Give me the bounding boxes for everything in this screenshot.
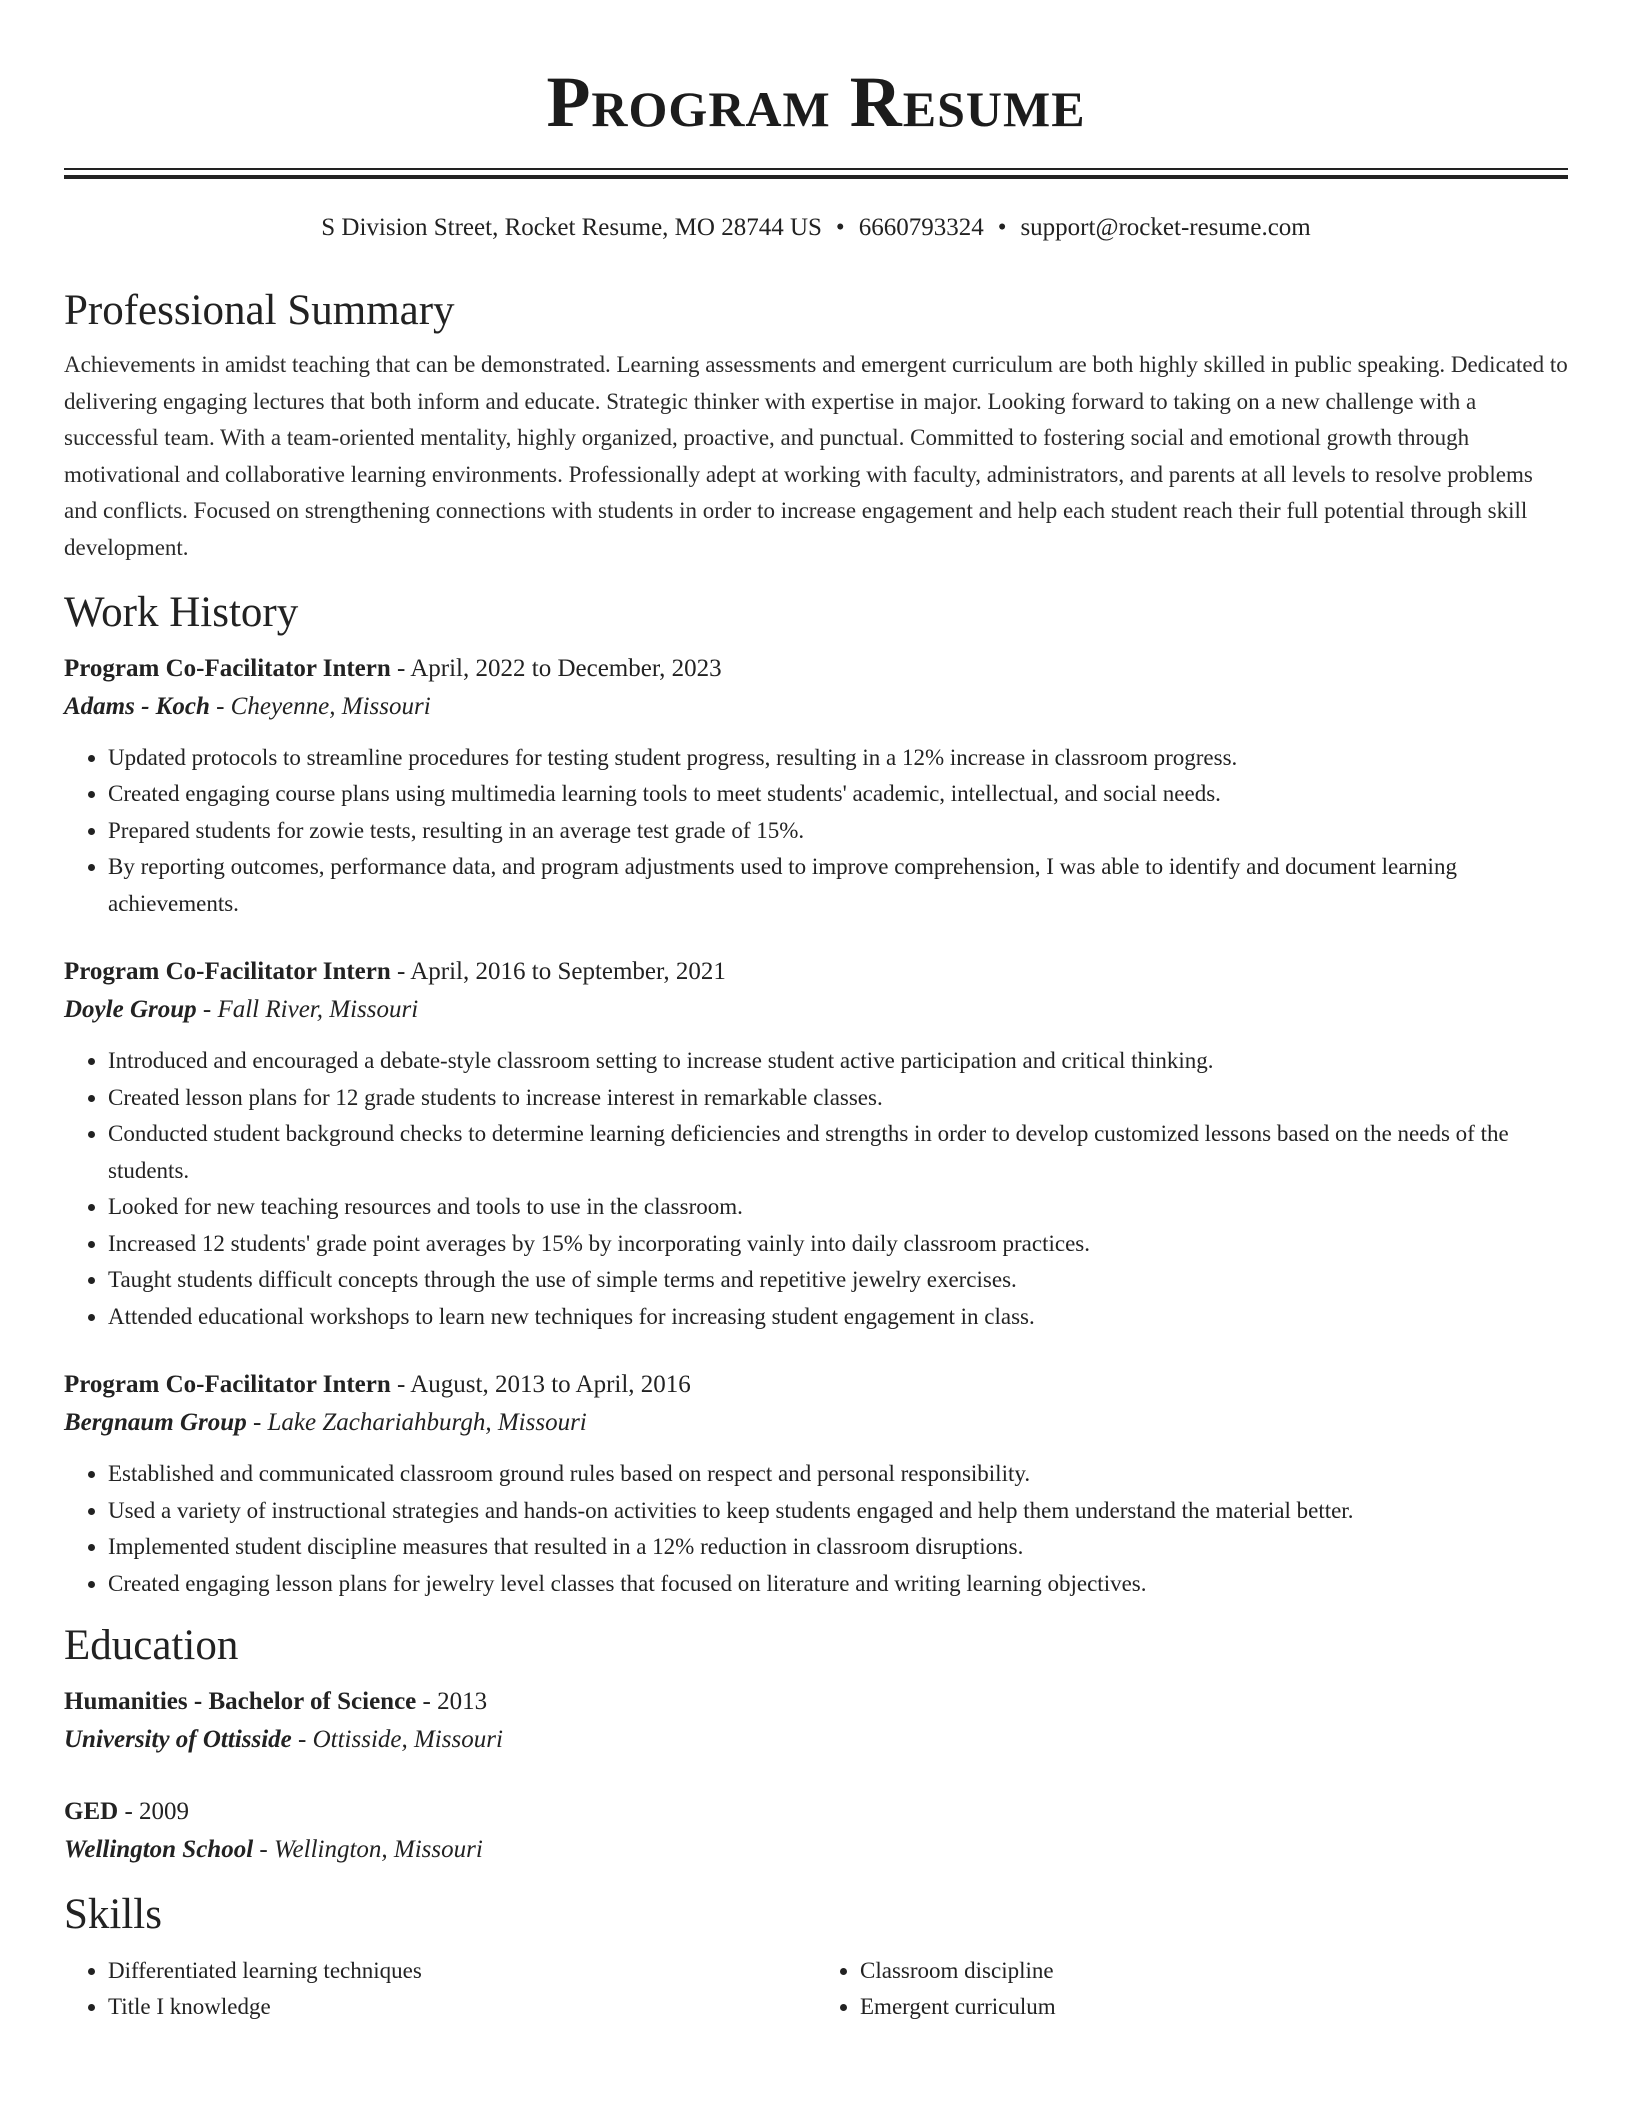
- degree: GED: [64, 1798, 119, 1826]
- job-entry: [64, 650, 1568, 923]
- skills-list: [816, 1953, 1568, 2026]
- list-item: • Used a variety of instructional strategies and hands-on activities to keep students engaged and help them understand the material better.: [108, 1493, 1568, 1530]
- list-item: • Conducted student background checks to determine learning deficiencies and strengths in order to develop customized lessons based on the needs of the students.: [108, 1116, 1568, 1189]
- list-item: • Implemented student discipline measures that resulted in a 12% reduction in classroom disruptions.: [108, 1529, 1568, 1566]
- contact-address: S Division Street, Rocket Resume, MO 28744 US: [321, 214, 822, 241]
- school-location: - Ottisside, Missouri: [291, 1726, 503, 1754]
- job-title: Program Co-Facilitator Intern: [64, 958, 391, 986]
- school: Wellington School: [64, 1836, 254, 1864]
- summary-text: Achievements in amidst teaching that can be demonstrated. Learning assessments and emergent curriculum are both highly skilled in public speaking. Dedicated to delivering engaging lectures that both inform and educate. Strategic thinker with expertise in major. Looking forward to taking on a new challenge with a successful team. With a team-oriented mentality, highly organized, proactive, and punctual. Committed to fostering social and emotional growth through motivational and collaborative learning environments. Professionally adept at working with faculty, administrators, and parents at all levels to resolve problems and conflicts. Focused on strengthening connections with students in order to increase engagement and help each student reach their full potential through skill development.: [64, 352, 1568, 560]
- job-entry: [64, 1366, 1568, 1602]
- list-item: • Increased 12 students' grade point averages by 15% by incorporating vainly into daily classroom practices.: [108, 1226, 1568, 1263]
- education-heading: Education: [64, 1622, 239, 1670]
- job-bullets: [64, 1043, 1568, 1335]
- skill-item: • Emergent curriculum: [860, 1989, 1568, 2026]
- degree-year: - 2013: [416, 1688, 488, 1716]
- list-item: • Created engaging course plans using multimedia learning tools to meet students' academic, intellectual, and social needs.: [108, 776, 1568, 813]
- education-entry: [64, 1793, 1568, 1869]
- job-dates: - April, 2016 to September, 2021: [390, 958, 726, 986]
- list-item: • Introduced and encouraged a debate-style classroom setting to increase student active participation and critical thinking.: [108, 1043, 1568, 1080]
- school-location: - Wellington, Missouri: [253, 1836, 483, 1864]
- contact-phone: 6660793324: [858, 214, 984, 241]
- job-title: Program Co-Facilitator Intern: [64, 654, 391, 682]
- job-title: Program Co-Facilitator Intern: [64, 1371, 391, 1399]
- degree-year: - 2009: [118, 1798, 190, 1826]
- work-history-heading: Work History: [64, 589, 299, 637]
- job-location: - Cheyenne, Missouri: [209, 692, 431, 720]
- list-item: • Attended educational workshops to learn new techniques for increasing student engagement in class.: [108, 1299, 1568, 1336]
- list-item: • Updated protocols to streamline procedures for testing student progress, resulting in a 12% increase in classroom progress.: [108, 740, 1568, 777]
- job-bullets: [64, 740, 1568, 923]
- skill-item: • Title I knowledge: [108, 1989, 816, 2026]
- job-location: - Lake Zachariahburgh, Missouri: [246, 1409, 587, 1437]
- school-line: [64, 1831, 1568, 1869]
- list-item: • Created engaging lesson plans for jewelry level classes that focused on literature and writing learning objectives.: [108, 1566, 1568, 1603]
- skills-column-left: [64, 1953, 816, 2026]
- list-item: • By reporting outcomes, performance data, and program adjustments used to improve comprehension, I was able to identify and document learning achievements.: [108, 849, 1568, 922]
- school: University of Ottisside: [64, 1726, 292, 1754]
- job-company-line: [64, 688, 1568, 726]
- job-bullets: [64, 1456, 1568, 1602]
- contact-separator: •: [997, 214, 1007, 241]
- resume-title: Program Resume: [546, 62, 1086, 142]
- skills-heading: Skills: [64, 1891, 162, 1939]
- job-company: Adams - Koch: [64, 692, 210, 720]
- skills-column-right: [816, 1953, 1568, 2026]
- list-item: • Prepared students for zowie tests, resulting in an average test grade of 15%.: [108, 813, 1568, 850]
- job-dates: - August, 2013 to April, 2016: [390, 1371, 691, 1399]
- degree: Humanities - Bachelor of Science: [64, 1688, 417, 1716]
- job-location: - Fall River, Missouri: [196, 996, 419, 1024]
- job-entry: [64, 953, 1568, 1335]
- contact-separator: •: [835, 214, 845, 241]
- skill-item: • Differentiated learning techniques: [108, 1953, 816, 1990]
- job-title-line: [64, 650, 1568, 688]
- job-company-line: [64, 1404, 1568, 1442]
- list-item: • Looked for new teaching resources and tools to use in the classroom.: [108, 1189, 1568, 1226]
- skill-item: • Classroom discipline: [860, 1953, 1568, 1990]
- job-company: Doyle Group: [64, 996, 197, 1024]
- school-line: [64, 1721, 1568, 1759]
- job-title-line: [64, 953, 1568, 991]
- degree-line: [64, 1793, 1568, 1831]
- summary-heading: Professional Summary: [64, 287, 455, 334]
- contact-line: [64, 215, 1568, 240]
- job-dates: - April, 2022 to December, 2023: [390, 654, 722, 682]
- education-entry: [64, 1683, 1568, 1759]
- contact-email: support@rocket-resume.com: [1020, 214, 1311, 241]
- job-title-line: [64, 1366, 1568, 1404]
- list-item: • Taught students difficult concepts through the use of simple terms and repetitive jewelry exercises.: [108, 1262, 1568, 1299]
- skills-list: [64, 1953, 816, 2026]
- degree-line: [64, 1683, 1568, 1721]
- list-item: • Established and communicated classroom ground rules based on respect and personal responsibility.: [108, 1456, 1568, 1493]
- list-item: • Created lesson plans for 12 grade students to increase interest in remarkable classes.: [108, 1080, 1568, 1117]
- skills-grid: [64, 1953, 1568, 2026]
- title-divider: [64, 168, 1568, 179]
- job-company: Bergnaum Group: [64, 1409, 247, 1437]
- job-company-line: [64, 991, 1568, 1029]
